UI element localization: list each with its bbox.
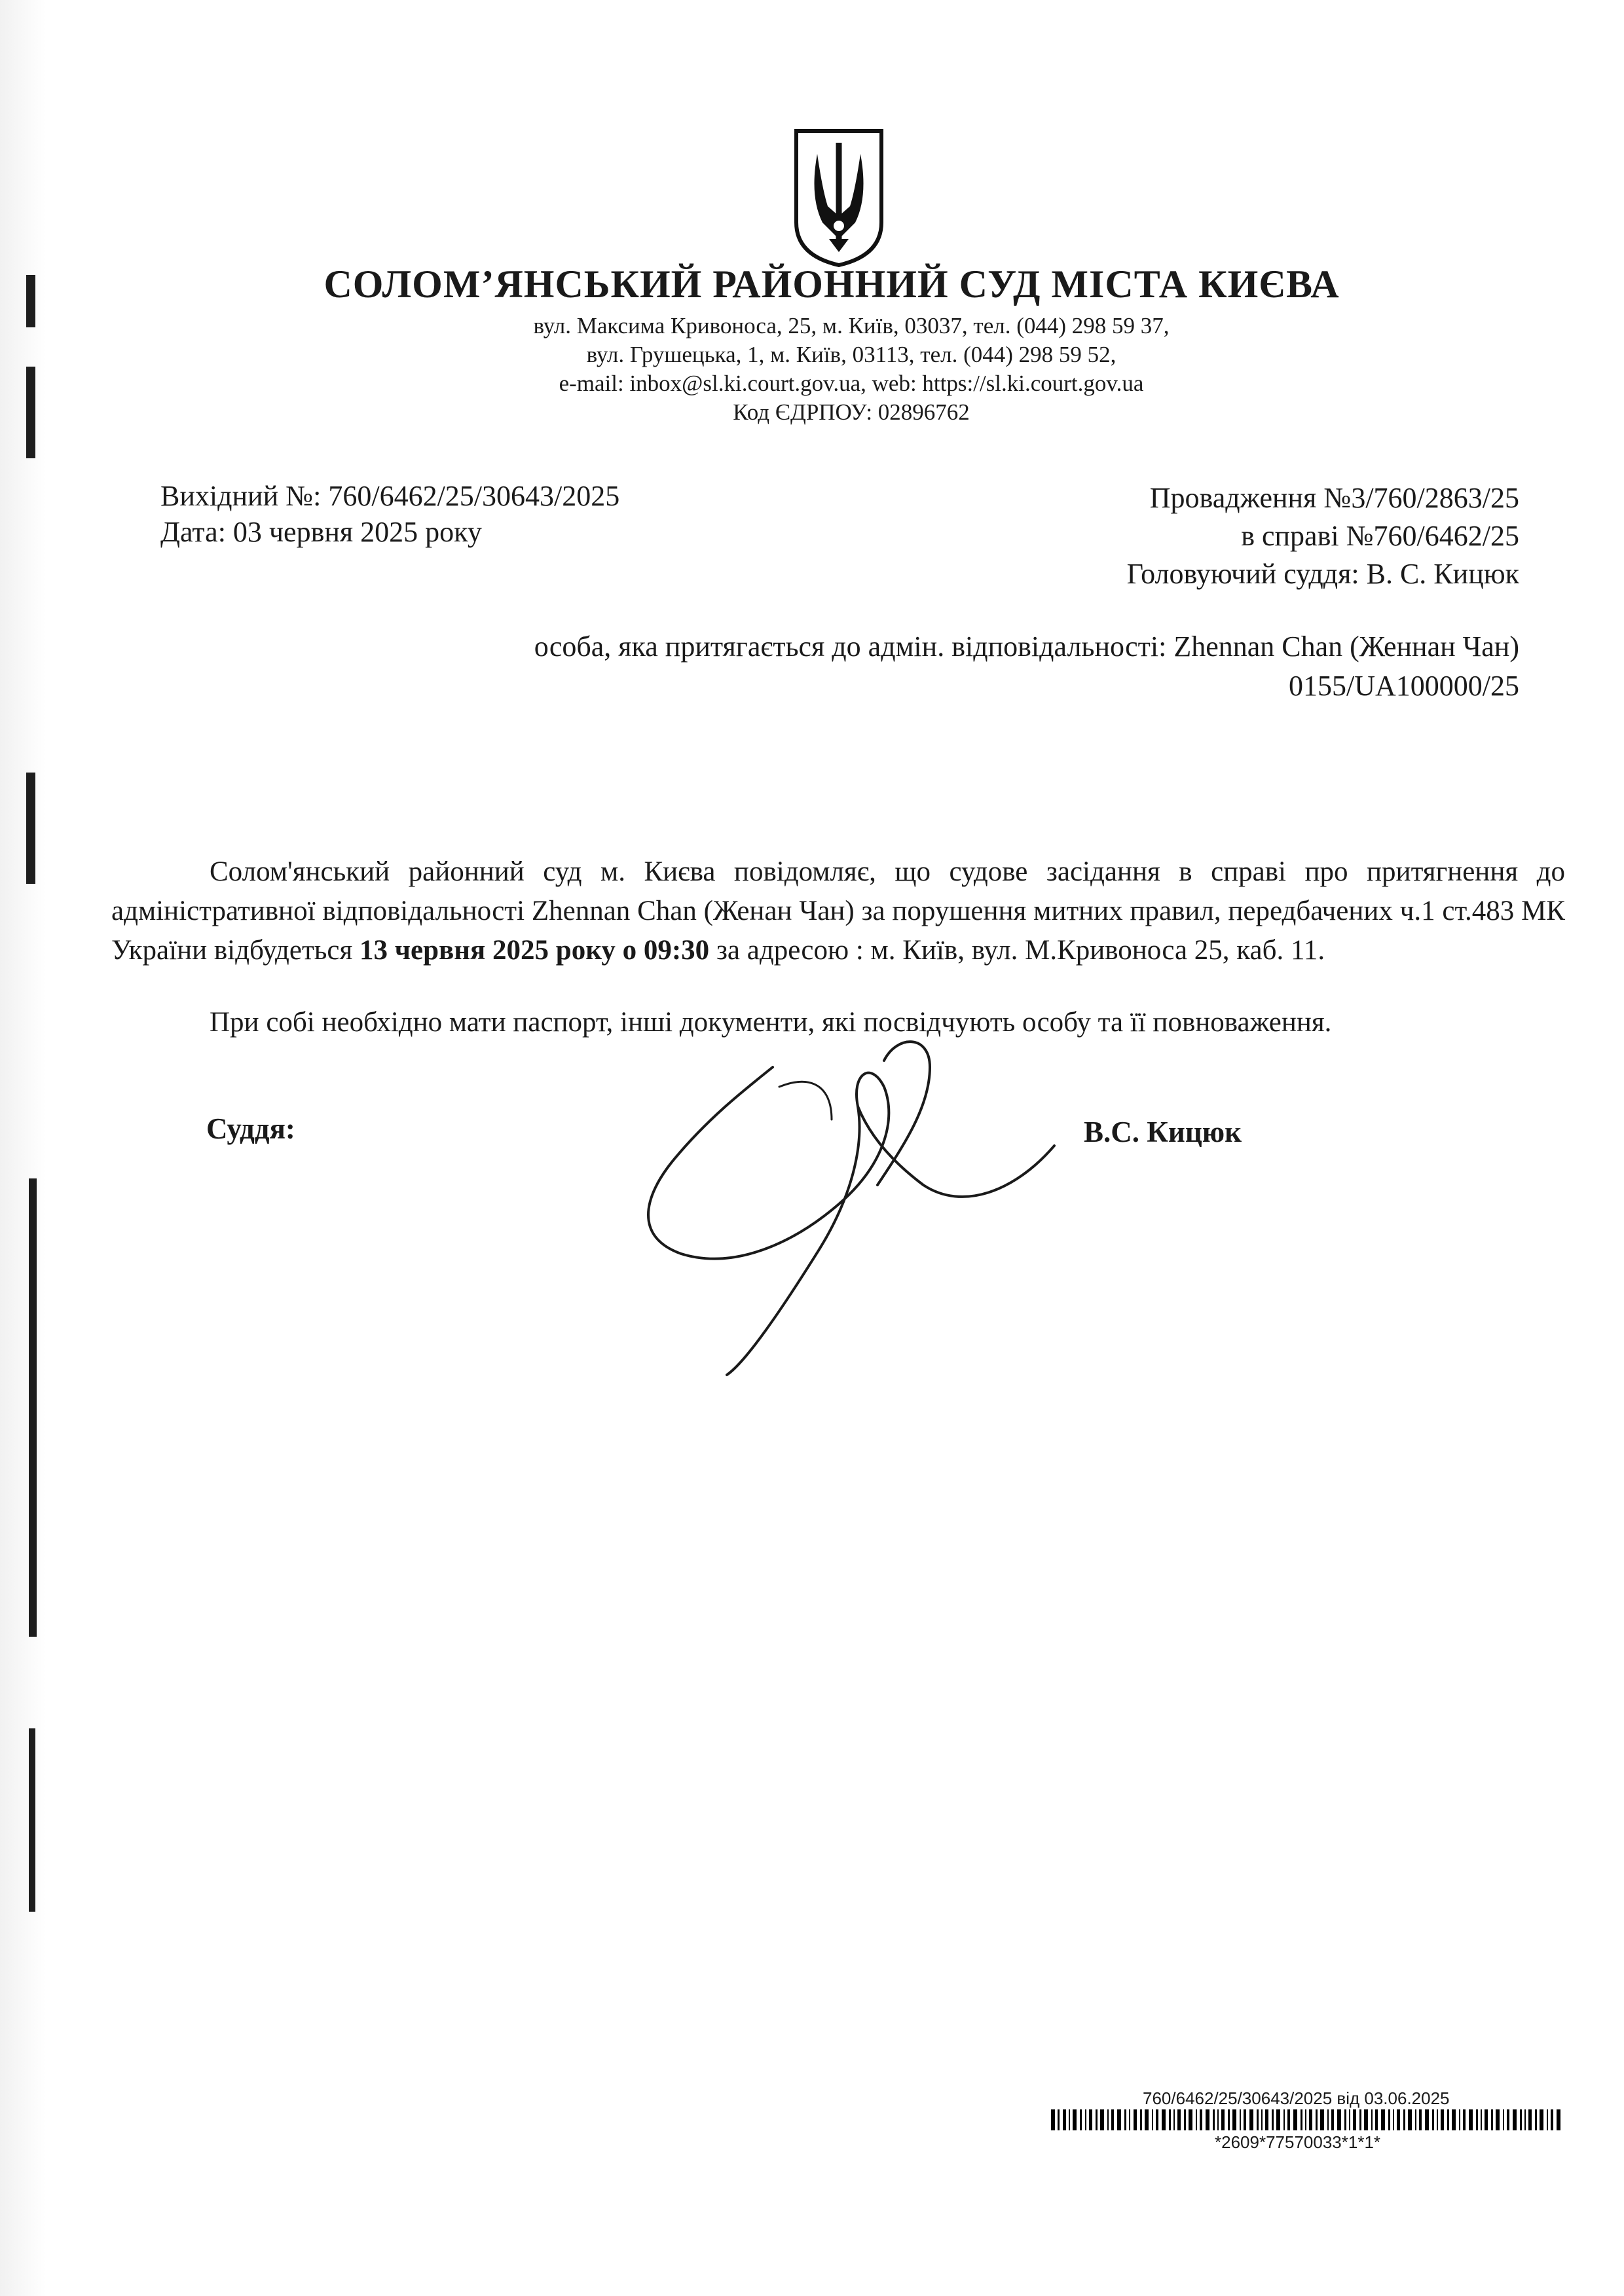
customs-reference: 0155/UA100000/25 bbox=[1289, 670, 1519, 702]
document-reference: 760/6462/25/30643/2025 від 03.06.2025 bbox=[1143, 2088, 1450, 2108]
notice-paragraph bbox=[111, 852, 1565, 970]
court-edrpou: Код ЄДРПОУ: 02896762 bbox=[733, 399, 970, 425]
documents-note: При собі необхідно мати паспорт, інші документи, які посвідчують особу та її повноваження. bbox=[210, 1007, 1332, 1038]
handwritten-signature bbox=[622, 995, 1080, 1401]
scan-mark bbox=[26, 773, 35, 884]
letter-date: Дата: 03 червня 2025 року bbox=[160, 516, 482, 548]
court-name: СОЛОМ’ЯНСЬКИЙ РАЙОННИЙ СУД МІСТА КИЄВА bbox=[323, 263, 1340, 306]
notice-text: Солом'янський районний суд м. Києва повідомляє, що судове засідання в справі про притягнення до адміністративної відповідальності Zhennan Chan (Женан Чан) за порушення митних правил, передбачених ч.1 ст.483 МК України відбудеться bbox=[111, 856, 1565, 966]
hearing-address: за адресою : м. Київ, вул. М.Кривоноса 25, каб. 11. bbox=[709, 935, 1325, 966]
outgoing-number: Вихідний №: 760/6462/25/30643/2025 bbox=[160, 480, 620, 512]
court-address-2: вул. Грушецька, 1, м. Київ, 03113, тел. (044) 298 59 52, bbox=[586, 342, 1116, 367]
hearing-datetime: 13 червня 2025 року о 09:30 bbox=[360, 935, 710, 966]
barcode-number: *2609*77570033*1*1* bbox=[1215, 2132, 1381, 2152]
court-contacts: e-mail: inbox@sl.ki.court.gov.ua, web: https://sl.ki.court.gov.ua bbox=[559, 371, 1144, 396]
judge-name: В.С. Кицюк bbox=[1084, 1116, 1242, 1148]
judge-label: Суддя: bbox=[206, 1112, 295, 1145]
scan-mark bbox=[29, 1728, 35, 1912]
case-number: в справі №760/6462/25 bbox=[1241, 520, 1519, 552]
trident-emblem-icon bbox=[790, 124, 888, 268]
proceeding-number: Провадження №3/760/2863/25 bbox=[1149, 482, 1519, 514]
defendant: особа, яка притягається до адмін. відповідальності: Zhennan Chan (Женнан Чан) bbox=[534, 630, 1519, 663]
scan-mark bbox=[29, 1178, 37, 1637]
barcode bbox=[1051, 2109, 1562, 2130]
presiding-judge: Головуючий суддя: В. С. Кицюк bbox=[1126, 558, 1519, 590]
court-address-1: вул. Максима Кривоноса, 25, м. Київ, 03037, тел. (044) 298 59 37, bbox=[533, 313, 1170, 338]
